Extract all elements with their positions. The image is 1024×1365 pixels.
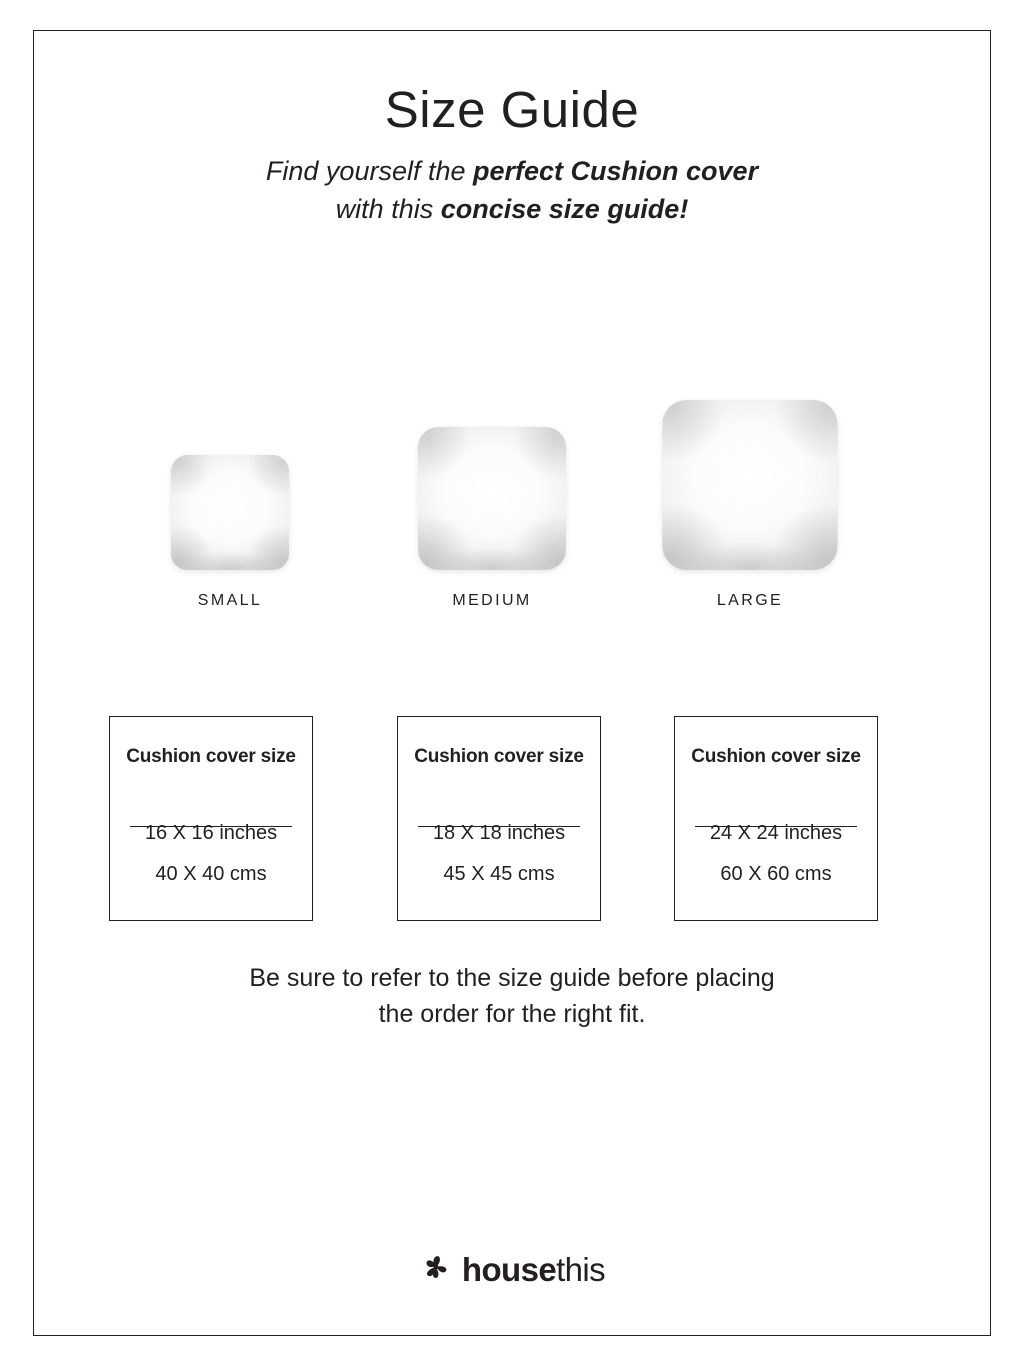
subtitle-line-1-plain: Find yourself the <box>265 156 474 186</box>
footer-note-line-1: Be sure to refer to the size guide before placing <box>249 964 775 992</box>
size-boxes <box>80 716 880 926</box>
size-box-small <box>109 716 313 921</box>
size-box-inches-large: 24 X 24 inches <box>709 822 843 844</box>
size-box-heading-medium: Cushion cover size <box>414 746 584 767</box>
footer-note-line-2: the order for the right fit. <box>378 1000 646 1029</box>
cushion-column-large <box>625 380 875 610</box>
size-box-cms-medium: 45 X 45 cms <box>443 863 555 885</box>
page-title: Size Guide <box>384 81 640 139</box>
cushion-image-wrap-medium <box>367 380 617 570</box>
size-box-cms-small: 40 X 40 cms <box>155 863 267 885</box>
size-box-cms-large: 60 X 60 cms <box>720 863 832 885</box>
brand-name <box>462 1251 605 1289</box>
cushion-image-wrap-large <box>625 380 875 570</box>
cushion-column-small <box>105 380 355 610</box>
subtitle-line-2-plain: with this <box>335 194 441 225</box>
size-box-inches-medium: 18 X 18 inches <box>432 822 566 844</box>
size-box-inches-small: 16 X 16 inches <box>144 822 278 844</box>
cushion-label-small: SMALL <box>197 592 263 609</box>
size-box-heading-small: Cushion cover size <box>126 746 296 767</box>
flower-pinwheel-icon <box>419 1250 453 1289</box>
brand-name-bold: house <box>461 1250 557 1288</box>
page-subtitle <box>0 152 1024 229</box>
subtitle-line-2 <box>0 190 1024 228</box>
footer-note <box>0 960 1024 1033</box>
cushion-label-medium: MEDIUM <box>452 592 532 609</box>
cushion-label-large: LARGE <box>716 592 784 609</box>
cushion-image-large <box>663 400 838 570</box>
cushion-image-medium <box>418 427 566 570</box>
brand-name-light: this <box>556 1250 606 1288</box>
brand-logo <box>0 1250 1024 1289</box>
size-box-large <box>674 716 878 921</box>
size-box-medium <box>397 716 601 921</box>
subtitle-line-1 <box>0 152 1024 190</box>
subtitle-line-2-bold: concise size guide! <box>440 194 689 225</box>
subtitle-line-1-bold: perfect Cushion cover <box>473 156 759 186</box>
cushion-image-small <box>171 455 289 570</box>
cushion-column-medium <box>367 380 617 610</box>
size-box-heading-large: Cushion cover size <box>691 746 861 767</box>
cushion-illustrations <box>80 380 878 670</box>
cushion-image-wrap-small <box>105 380 355 570</box>
